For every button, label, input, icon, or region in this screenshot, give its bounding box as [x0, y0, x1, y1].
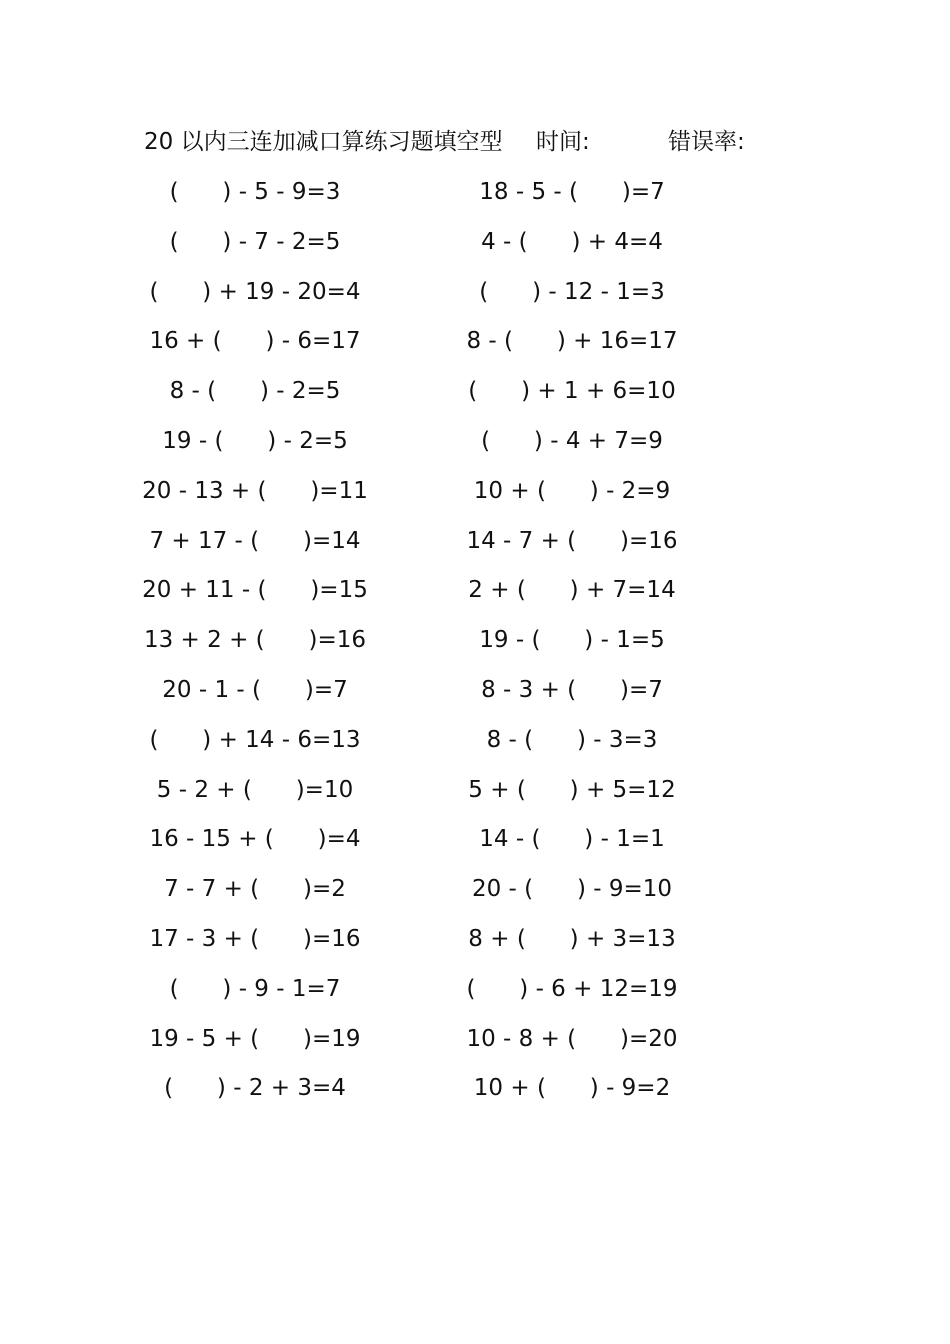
problem-right-12: 8 - ( ) - 3=3: [486, 726, 658, 753]
problem-left-13: 5 - 2 + ( )=10: [156, 776, 354, 803]
problem-right-2: 4 - ( ) + 4=4: [481, 228, 663, 255]
problem-right-7: 10 + ( ) - 2=9: [473, 477, 671, 504]
problem-left-3: ( ) + 19 - 20=4: [149, 278, 361, 305]
worksheet-title: 20 以内三连加减口算练习题填空型: [144, 129, 503, 155]
problem-right-16: 8 + ( ) + 3=13: [468, 925, 676, 952]
problem-left-9: 20 + 11 - ( )=15: [142, 577, 368, 604]
problem-right-4: 8 - ( ) + 16=17: [466, 328, 678, 355]
problem-right-18: 10 - 8 + ( )=20: [466, 1025, 678, 1052]
problem-right-10: 19 - ( ) - 1=5: [479, 627, 665, 654]
problem-right-6: ( ) - 4 + 7=9: [481, 427, 663, 454]
problem-left-12: ( ) + 14 - 6=13: [149, 726, 361, 753]
problem-left-16: 17 - 3 + ( )=16: [149, 925, 361, 952]
problem-right-19: 10 + ( ) - 9=2: [473, 1075, 671, 1102]
problem-right-15: 20 - ( ) - 9=10: [471, 876, 673, 903]
problem-right-14: 14 - ( ) - 1=1: [479, 826, 665, 853]
problem-right-5: ( ) + 1 + 6=10: [468, 378, 676, 405]
problem-left-17: ( ) - 9 - 1=7: [169, 975, 341, 1002]
problem-right-3: ( ) - 12 - 1=3: [479, 278, 665, 305]
problem-left-6: 19 - ( ) - 2=5: [162, 427, 348, 454]
problem-left-19: ( ) - 2 + 3=4: [164, 1075, 346, 1102]
problem-right-11: 8 - 3 + ( )=7: [481, 676, 663, 703]
time-label: 时间:: [536, 129, 590, 155]
problem-left-7: 20 - 13 + ( )=11: [142, 477, 368, 504]
problem-right-17: ( ) - 6 + 12=19: [466, 975, 678, 1002]
problem-left-1: ( ) - 5 - 9=3: [169, 179, 341, 205]
problem-right-13: 5 + ( ) + 5=12: [468, 776, 676, 803]
problem-left-10: 13 + 2 + ( )=16: [143, 627, 367, 654]
left-problem-column: [105, 172, 405, 1118]
problem-left-5: 8 - ( ) - 2=5: [169, 378, 341, 405]
problem-left-18: 19 - 5 + ( )=19: [149, 1025, 361, 1052]
problem-left-14: 16 - 15 + ( )=4: [149, 826, 361, 853]
problem-left-2: ( ) - 7 - 2=5: [169, 228, 341, 255]
problem-right-9: 2 + ( ) + 7=14: [468, 577, 676, 604]
problem-right-1: 18 - 5 - ( )=7: [479, 179, 665, 205]
problem-right-8: 14 - 7 + ( )=16: [466, 527, 678, 554]
problem-left-8: 7 + 17 - ( )=14: [149, 527, 361, 554]
error-rate-label: 错误率:: [668, 129, 745, 155]
right-problem-column: [422, 172, 722, 1118]
problem-left-15: 7 - 7 + ( )=2: [164, 876, 346, 903]
problem-left-11: 20 - 1 - ( )=7: [162, 676, 348, 703]
worksheet-header: [0, 124, 950, 160]
problem-left-4: 16 + ( ) - 6=17: [149, 328, 361, 355]
